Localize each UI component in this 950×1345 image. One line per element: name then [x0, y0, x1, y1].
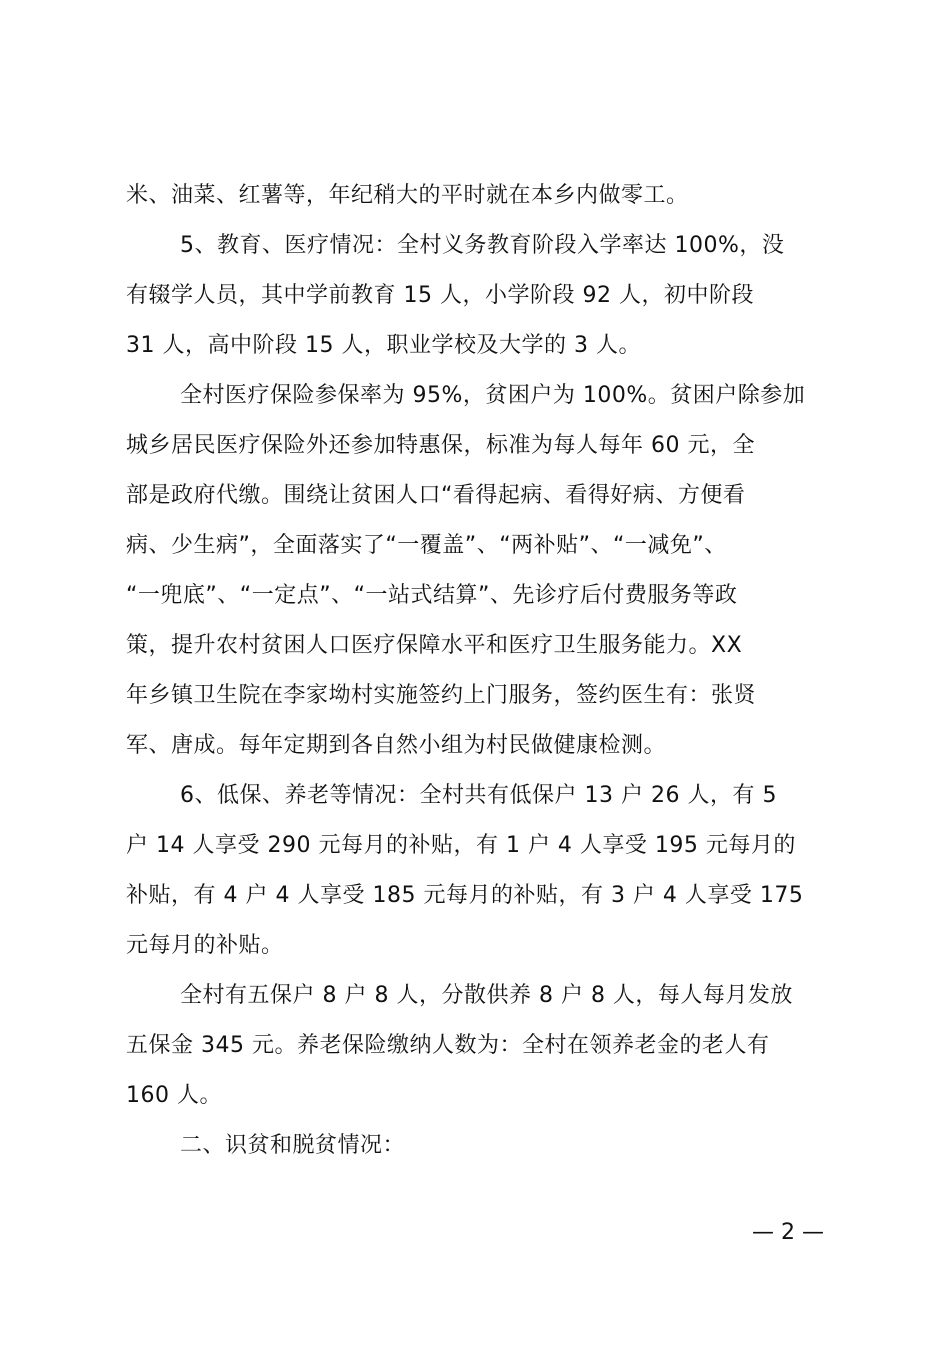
text-line-19: 160 人。 — [126, 1083, 222, 1108]
text-line-20: 二、识贫和脱贫情况： — [180, 1133, 406, 1158]
text-line-12: 军、唐成。每年定期到各自然小组为村民做健康检测。 — [126, 733, 667, 758]
text-line-5: 全村医疗保险参保率为 95%，贫困户为 100%。贫困户除参加 — [180, 383, 806, 408]
text-line-11: 年乡镇卫生院在李家坳村实施签约上门服务，签约医生有：张贤 — [126, 683, 757, 708]
text-line-16: 元每月的补贴。 — [126, 933, 284, 958]
text-line-15: 补贴，有 4 户 4 人享受 185 元每月的补贴，有 3 户 4 人享受 175 — [126, 883, 804, 908]
text-line-9: “一兜底”、“一定点”、“一站式结算”、先诊疗后付费服务等政 — [126, 583, 738, 608]
text-line-3: 有辍学人员，其中学前教育 15 人，小学阶段 92 人，初中阶段 — [126, 283, 754, 308]
text-line-10: 策，提升农村贫困人口医疗保障水平和医疗卫生服务能力。XX — [126, 633, 743, 658]
text-line-4: 31 人，高中阶段 15 人，职业学校及大学的 3 人。 — [126, 333, 641, 358]
text-line-8: 病、少生病”，全面落实了“一覆盖”、“两补贴”、“一减免”、 — [126, 533, 727, 558]
text-line-2: 5、教育、医疗情况：全村义务教育阶段入学率达 100%，没 — [180, 233, 785, 258]
text-line-6: 城乡居民医疗保险外还参加特惠保，标准为每人每年 60 元，全 — [126, 433, 755, 458]
text-line-17: 全村有五保户 8 户 8 人，分散供养 8 户 8 人，每人每月发放 — [180, 983, 793, 1008]
page-number: — 2 — — [752, 1220, 824, 1245]
text-line-13: 6、低保、养老等情况：全村共有低保户 13 户 26 人，有 5 — [180, 783, 777, 808]
text-line-18: 五保金 345 元。养老保险缴纳人数为：全村在领养老金的老人有 — [126, 1033, 770, 1058]
text-line-7: 部是政府代缴。围绕让贫困人口“看得起病、看得好病、方便看 — [126, 483, 746, 508]
text-line-14: 户 14 人享受 290 元每月的补贴，有 1 户 4 人享受 195 元每月的 — [126, 833, 796, 858]
text-line-1: 米、油菜、红薯等，年纪稍大的平时就在本乡内做零工。 — [126, 183, 689, 208]
